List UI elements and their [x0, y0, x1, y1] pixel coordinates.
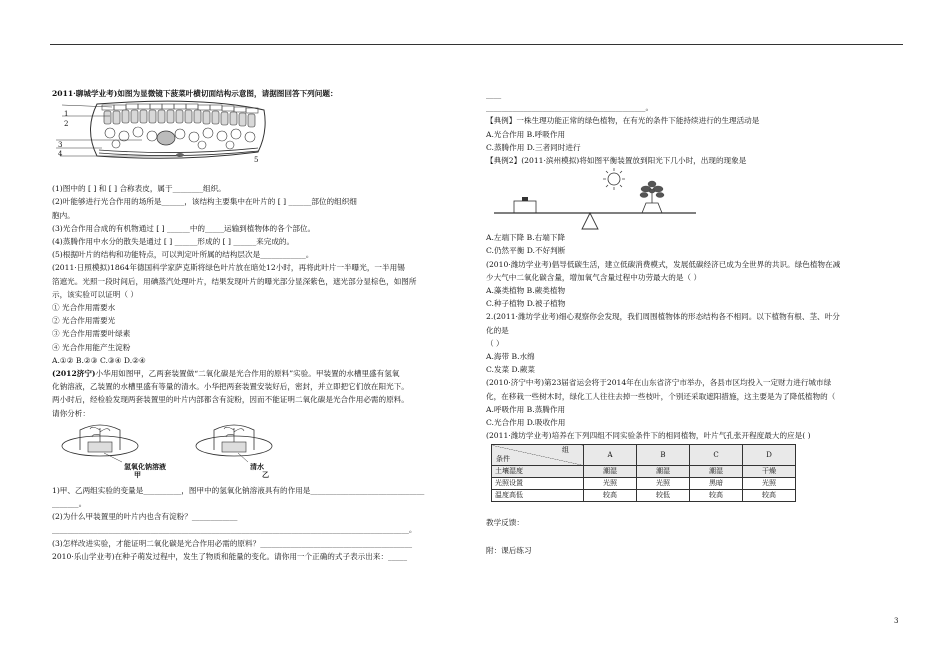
yi-label: 乙: [262, 469, 269, 479]
leaf-question-title: 2011·聊城学业考)如图为显微镜下菠菜叶横切面结构示意图，请据图回答下列问题：: [52, 89, 338, 98]
table-row: [492, 490, 796, 502]
co2-question-first-line: [52, 367, 467, 380]
leaf-q-line: (3)光合作用合成的有机物通过 [ ] ______中的_____运输到植物体的各个部位。: [52, 223, 316, 233]
example-1-text: 一株生理功能正常的绿色植物，在有光的条件下能持续进行的生理活动是: [516, 116, 760, 126]
table-cell: 黑暗: [690, 478, 743, 490]
balance-figure: [490, 167, 730, 231]
co2-subquestion: (2)为什么甲装置里的叶片内也含有淀粉？____________: [52, 512, 238, 522]
leaf-label-2: 2: [64, 120, 69, 128]
row-header: 土壤湿度: [492, 466, 584, 478]
right-column: [486, 88, 901, 557]
corner-condition-label: 条件: [496, 455, 510, 464]
water-label: 清水: [250, 461, 264, 471]
co2-question-source: (2012济宁): [52, 369, 96, 379]
table-cell: 干燥: [743, 466, 796, 478]
leaf-q-line: (4)蒸腾作用中水分的散失是通过 [ ] ______形成的 [ ] ______来完成的。: [52, 237, 295, 247]
sachs-statement: ② 光合作用需要光: [52, 316, 116, 326]
transplant-question: (2010·济宁中考)第23届省运会将于2014年在山东省济宁市举办，各县市区均投入一定财力进行城市绿: [486, 378, 832, 388]
table-cell: 较高: [584, 490, 637, 502]
table-cell: 潮湿: [637, 466, 690, 478]
sachs-statement: ③ 光合作用需要叶绿素: [52, 329, 131, 339]
sachs-statement: ① 光合作用需要水: [52, 303, 116, 313]
example-1: [486, 114, 901, 127]
co2-subquestion: _______。: [52, 499, 87, 509]
stomata-question: (2011·潍坊学业考)培养在下列四组不同实验条件下的相同植物，叶片气孔张开程度最大的应是( ): [486, 431, 811, 441]
example-2-head: 【典例2】: [486, 156, 522, 166]
page-number: 3: [894, 617, 899, 625]
plant-structure-question: （ ）: [486, 338, 504, 348]
seed-germination-question: 2010·乐山学业考)在种子萌发过程中，发生了物质和能量的变化。请你用一个正确的式子表示出来：_____: [52, 551, 408, 561]
plant-structure-options: A.海带 B.水绵: [486, 352, 535, 362]
table-cell: 较高: [690, 490, 743, 502]
example-1-options: A.光合作用 B.呼吸作用: [486, 129, 566, 139]
sun-icon: [608, 173, 620, 185]
row-header: 光照设置: [492, 478, 584, 490]
sachs-question-line: 箔遮光。光照一段时间后，用碘蒸汽处理叶片，结果发现叶片的曝光部分显深紫色，遮光部分显棕色，如图所: [52, 276, 417, 286]
table-cell: 潮湿: [584, 466, 637, 478]
co2-subquestion: ______________________________________________________________________________________________。: [52, 525, 417, 535]
lowcarbon-question: (2010·潍坊学业考)倡导低碳生活，建立低碳消费模式，发展低碳经济已成为全世界的共识。绿色植物在减: [486, 259, 841, 269]
answer-line: ____: [486, 90, 502, 99]
transplant-options: A.呼吸作用 B.蒸腾作用: [486, 404, 566, 414]
example-1-head: 【典例】: [486, 116, 517, 126]
example-2: [486, 154, 901, 167]
leaf-q-line: 胞内。: [52, 210, 75, 220]
table-col-header: A: [584, 445, 637, 466]
table-header-row: [492, 445, 796, 466]
example-2-text: (2011·滨州模拟)将如图平衡装置放到阳光下几小时，出现的现象是: [521, 156, 747, 166]
row-header: 温度高低: [492, 490, 584, 502]
table-corner-cell: [492, 445, 584, 466]
table-row: [492, 466, 796, 478]
table-col-header: C: [690, 445, 743, 466]
transplant-question: 化，在移栽一些树木时，绿化工人往往去掉一些枝叶，个别还采取遮阳措施，这主要是为了降低植物的（: [486, 391, 836, 401]
homework-appendix: 附：课后练习: [486, 545, 532, 555]
co2-subquestion: 1)甲、乙两组实验的变量是__________，图甲中的氢氧化钠溶液具有的作用是______________________________: [52, 485, 425, 495]
leaf-q-line: (1)图中的 [ ] 和 [ ] 合称表皮，属于________组织。: [52, 184, 226, 194]
lowcarbon-options: C.种子植物 D.被子植物: [486, 299, 566, 309]
table-cell: 较高: [743, 490, 796, 502]
leaf-q-line: (2)叶能够进行光合作用的场所是______，该结构主要集中在叶片的 [ ] ______部位的组织细: [52, 197, 357, 207]
table-cell: 光照: [743, 478, 796, 490]
plant-structure-question: 2.(2011·潍坊学业考)细心观察你会发现，我们周围植物体的形态结构各不相同。以下植物有根、茎、叶分: [486, 312, 840, 322]
leaf-label-3: 3: [58, 141, 63, 149]
example-1-options: C.蒸腾作用 D.三者同时进行: [486, 142, 581, 152]
co2-question-text: 小华用如图甲，乙两套装置做“二氧化碳是光合作用的原料”实验。甲装置的水槽里盛有氢氧: [95, 369, 400, 379]
co2-question-line: 请你分析：: [52, 408, 90, 418]
left-column: [52, 87, 467, 563]
corner-group-label: 组: [562, 446, 569, 455]
plant-structure-question: 化的是: [486, 325, 509, 335]
header-rule: [50, 44, 903, 45]
co2-question-line: 化钠溶液，乙装置的水槽里盛有等量的清水。小华把两套装置安装好后，密封，并立即把它们放在阳光下。: [52, 382, 409, 392]
sachs-options: A.①② B.②③ C.③④ D.②④: [52, 355, 146, 365]
table-cell: 光照: [584, 478, 637, 490]
table-cell: 潮湿: [690, 466, 743, 478]
leaf-label-1: 1: [64, 110, 69, 118]
leaf-q-line: (5)根据叶片的结构和功能特点，可以判定叶所属的结构层次是____________。: [52, 250, 314, 260]
teaching-feedback: 教学反馈：: [486, 518, 524, 528]
sachs-statement: ④ 光合作用能产生淀粉: [52, 342, 131, 352]
transplant-options: C.光合作用 D.吸收作用: [486, 418, 566, 428]
leaf-label-4: 4: [58, 150, 63, 158]
naoh-solution-label: 氢氧化钠溶液: [124, 461, 166, 471]
answer-line: __________________________________________。: [486, 103, 654, 113]
leaf-label-5: 5: [254, 156, 259, 164]
example-2-options: C.仍然平衡 D.不好判断: [486, 246, 566, 256]
plant-structure-options: C.发菜 D.蕨菜: [486, 365, 535, 375]
lowcarbon-options: A.藻类植物 B.蕨类植物: [486, 286, 566, 296]
sachs-question-line: (2011·日照模拟)1864年德国科学家萨克斯将绿色叶片放在暗处12小时，再将此叶片一半曝光，一半用锡: [52, 263, 405, 273]
table-col-header: B: [637, 445, 690, 466]
table-col-header: D: [743, 445, 796, 466]
co2-question-line: 两小时后，经检验发现两套装置里的叶片内部都含有淀粉，因而不能证明二氧化碳是光合作用必需的原料。: [52, 395, 409, 405]
example-2-options: A.左端下降 B.右端下降: [486, 233, 566, 243]
lowcarbon-question: 少大气中二氧化碳含量，增加氧气含量过程中功劳最大的是（ ）: [486, 272, 702, 282]
co2-subquestion: (3)怎样改进实验，才能证明二氧化碳是光合作用必需的原料？________________________________________: [52, 538, 413, 548]
apparatus-figure: [52, 420, 467, 478]
table-cell: 较低: [637, 490, 690, 502]
bell-jar-apparatus-drawing: [52, 420, 312, 478]
leaf-cross-section-figure: [52, 100, 272, 162]
jia-label: 甲: [134, 469, 141, 479]
sachs-question-line: 示，该实验可以证明（ ）: [52, 289, 138, 299]
table-cell: 光照: [637, 478, 690, 490]
experiment-conditions-table: [491, 444, 796, 502]
table-row: [492, 478, 796, 490]
